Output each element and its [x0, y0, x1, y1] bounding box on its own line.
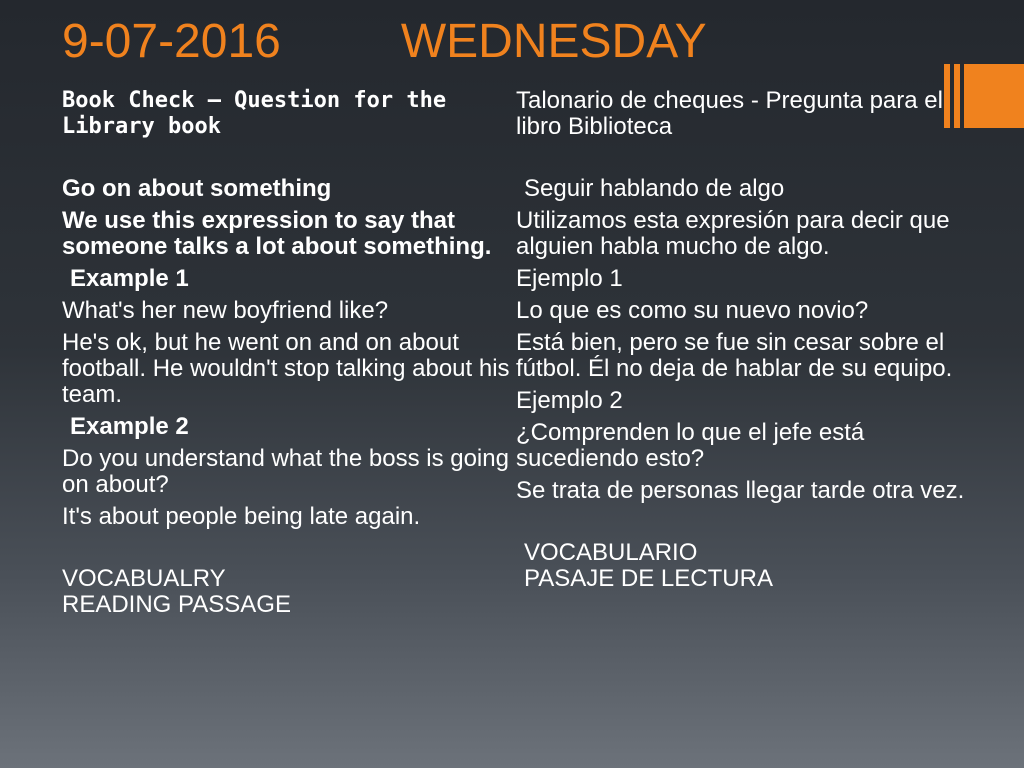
- example-2-label-es: Ejemplo 2: [516, 387, 623, 414]
- expression-phrase: Go on about something: [62, 175, 332, 202]
- english-column: [62, 88, 512, 618]
- example-1-answer-es: Está bien, pero se fue sin cesar sobre el fútbol. Él no deja de hablar de su equipo.: [516, 329, 953, 382]
- example-1-label-es: Ejemplo 1: [516, 265, 623, 292]
- example-2-question-es: ¿Comprenden lo que el jefe está sucediendo esto?: [516, 419, 865, 472]
- reading-passage-heading-es: PASAJE DE LECTURA: [524, 565, 773, 592]
- vocabulary-heading-es: VOCABULARIO: [524, 539, 698, 566]
- example-1-question-es: Lo que es como su nuevo novio?: [516, 297, 869, 324]
- expression-definition-es: Utilizamos esta expresión para decir que alguien habla mucho de algo.: [516, 207, 950, 260]
- book-check-text: Book Check – Question for the Library book: [62, 88, 447, 139]
- example-2-question: Do you understand what the boss is going on about?: [62, 445, 509, 498]
- vocabulary-heading: VOCABUALRY: [62, 565, 226, 592]
- page-title: 9-07-2016 WEDNESDAY: [62, 15, 707, 68]
- book-check-text-es: Talonario de cheques - Pregunta para el libro Biblioteca: [516, 87, 943, 140]
- example-1-question: What's her new boyfriend like?: [62, 297, 389, 324]
- expression-phrase-es: Seguir hablando de algo: [524, 175, 785, 202]
- example-1-answer: He's ok, but he went on and on about football. He wouldn't stop talking about his team.: [62, 329, 510, 408]
- example-2-label: Example 2: [70, 413, 189, 440]
- expression-definition: We use this expression to say that someone talks a lot about something.: [62, 207, 492, 260]
- spanish-column: [516, 88, 976, 592]
- reading-passage-heading: READING PASSAGE: [62, 591, 291, 618]
- example-1-label: Example 1: [70, 265, 189, 292]
- example-2-answer: It's about people being late again.: [62, 503, 421, 530]
- example-2-answer-es: Se trata de personas llegar tarde otra vez.: [516, 477, 965, 504]
